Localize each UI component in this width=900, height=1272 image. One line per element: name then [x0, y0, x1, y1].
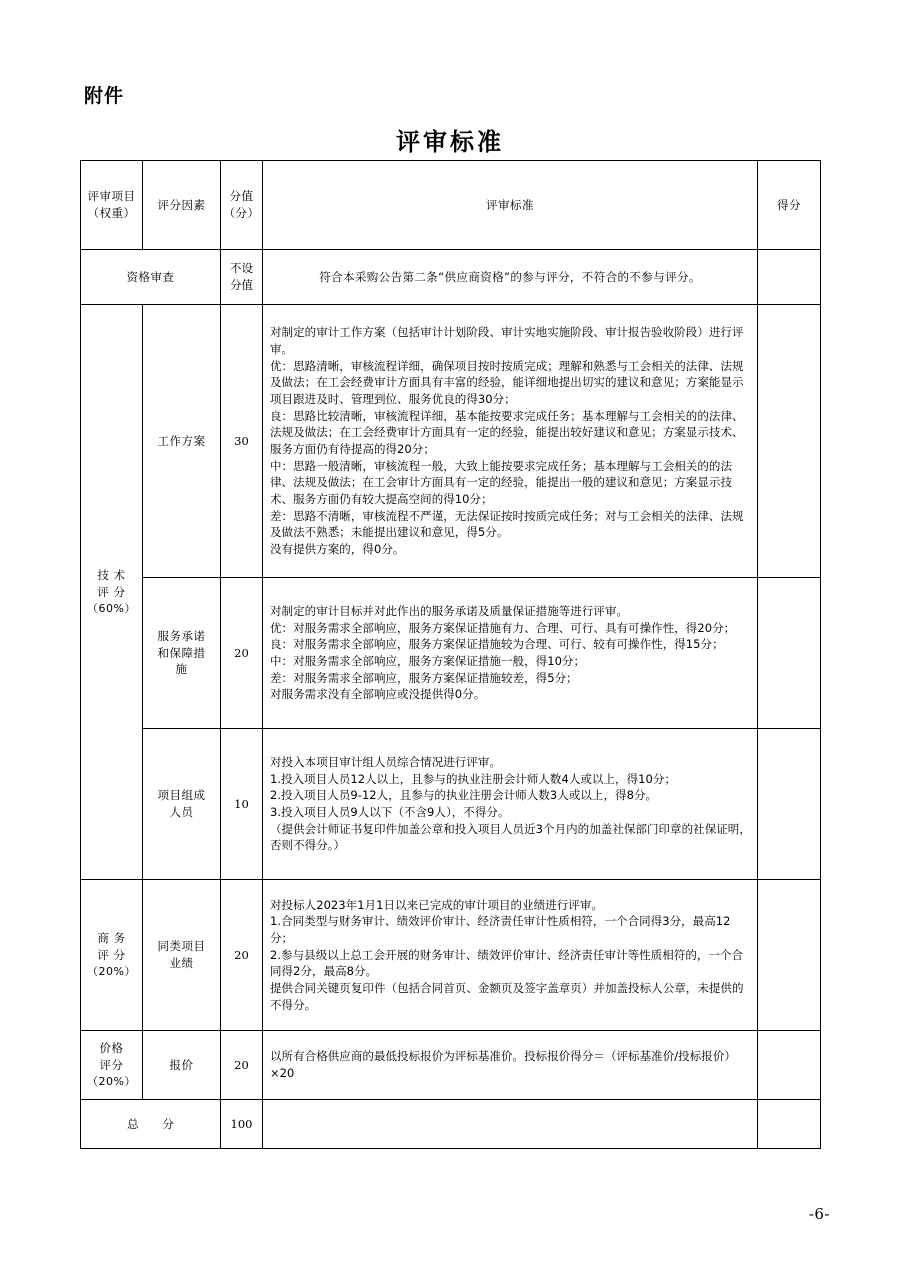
group-price-line2: 评分	[99, 1058, 124, 1073]
standard-work-plan	[263, 305, 758, 578]
group-price-line1: 价格	[99, 1041, 124, 1056]
factor-service-line2: 和保障措	[157, 645, 206, 660]
standard-paragraph: 优：思路清晰，审核流程详细，确保项目按时按质完成；理解和熟悉与工会相关的法律、法规及做法；在工会经费审计方面具有丰富的经验，能详细地提出切实的建议和意见；方案能显示项目跟进及时、管理到位、服务优良的得30分；	[270, 358, 744, 406]
standard-paragraph: 对投标人2023年1月1日以来已完成的审计项目的业绩进行评审。	[270, 897, 603, 912]
got-similar-performance	[758, 880, 821, 1031]
group-business-line2: 评 分	[97, 948, 126, 963]
header-item	[81, 161, 143, 250]
score-project-team: 10	[221, 729, 263, 880]
attachment-label: 附件	[84, 85, 125, 107]
factor-service-line3: 施	[175, 662, 188, 677]
standard-paragraph: 对制定的审计工作方案（包括审计计划阶段、审计实地实施阶段、审计报告验收阶段）进行评审。	[270, 325, 744, 356]
header-score-line1: 分值	[229, 189, 254, 204]
standard-paragraph: 2.投入项目人员9-12人，且参与的执业注册会计师人数3人或以上，得8分。	[270, 788, 658, 803]
standard-paragraph: 没有提供方案的，得0分。	[270, 542, 405, 557]
header-got-score: 得分	[758, 161, 821, 250]
qualification-name: 资格审查	[81, 250, 221, 305]
page-number: -6-	[808, 1205, 830, 1223]
table-row	[81, 880, 821, 1031]
header-item-line1: 评审项目	[87, 189, 136, 204]
qualification-got	[758, 250, 821, 305]
factor-work-plan: 工作方案	[143, 305, 221, 578]
factor-performance-line2: 业绩	[169, 956, 194, 970]
header-standard: 评审标准	[263, 161, 758, 250]
table-header-row	[81, 161, 821, 250]
total-row	[81, 1100, 821, 1149]
table-row	[81, 729, 821, 880]
standard-paragraph: 对制定的审计目标并对此作出的服务承诺及质量保证措施等进行评审。	[270, 603, 629, 618]
factor-team-line1: 项目组成	[157, 788, 206, 803]
standard-paragraph: 1.投入项目人员12人以上，且参与的执业注册会计师人数4人或以上，得10分；	[270, 771, 676, 786]
group-technical-line2: 评 分	[97, 585, 126, 600]
factor-similar-performance	[143, 880, 221, 1031]
standard-project-team	[263, 729, 758, 880]
header-factor: 评分因素	[143, 161, 221, 250]
group-technical-line1: 技 术	[97, 568, 126, 583]
table-row	[81, 578, 821, 729]
factor-quotation: 报价	[143, 1031, 221, 1100]
table-row	[81, 1031, 821, 1100]
standard-paragraph: 中：对服务需求全部响应，服务方案保证措施一般，得10分；	[270, 654, 586, 668]
standard-paragraph: 优：对服务需求全部响应，服务方案保证措施有力、合理、可行、具有可操作性，得20分；	[270, 620, 736, 635]
standard-paragraph: 以所有合格供应商的最低投标报价为评标基准价。投标报价得分＝（评标基准价/投标报价）×20	[270, 1049, 736, 1080]
got-project-team	[758, 729, 821, 880]
factor-service-line1: 服务承诺	[157, 628, 206, 643]
standard-similar-performance	[263, 880, 758, 1031]
qualification-score	[221, 250, 263, 305]
standard-paragraph: 提供合同关键页复印件（包括合同首页、金额页及签字盖章页）并加盖投标人公章，未提供的不得分。	[270, 981, 744, 1012]
header-item-line2: （权重）	[87, 206, 136, 220]
standard-paragraph: 良：思路比较清晰，审核流程详细，基本能按要求完成任务；基本理解与工会相关的的法律、法规及做法；在工会经费审计方面具有一定的经验，能提出较好建议和意见；方案显示技术、服务方面仍有待提高的得20分；	[270, 408, 744, 456]
standard-paragraph: 对服务需求没有全部响应或没提供得0分。	[270, 687, 486, 702]
standard-paragraph: （提供会计师证书复印件加盖公章和投入项目人员近3个月内的加盖社保部门印章的社保证明，否则不得分。）	[270, 821, 751, 853]
total-got	[758, 1100, 821, 1149]
total-score: 100	[221, 1100, 263, 1149]
group-name-business	[81, 880, 143, 1031]
score-work-plan: 30	[221, 305, 263, 578]
group-business-line1: 商 务	[97, 931, 126, 946]
qualification-score-line1: 不设	[230, 261, 253, 276]
got-service-commitment	[758, 578, 821, 729]
standard-paragraph: 差：对服务需求全部响应，服务方案保证措施较差，得5分；	[270, 670, 578, 685]
table-row	[81, 305, 821, 578]
standard-paragraph: 3.投入项目人员9人以下（不含9人），不得分。	[270, 805, 510, 819]
group-business-weight: （20%）	[87, 964, 136, 978]
standard-paragraph: 良：对服务需求全部响应，服务方案保证措施较为合理、可行、较有可操作性，得15分；	[270, 637, 724, 652]
header-score	[221, 161, 263, 250]
group-price-weight: （20%）	[87, 1074, 136, 1088]
page-title: 评审标准	[396, 127, 504, 156]
evaluation-criteria-table	[80, 160, 821, 1149]
standard-paragraph: 差：思路不清晰，审核流程不严谨，无法保证按时按质完成任务；对与工会相关的法律、法规及做法不熟悉；未能提出建议和意见，得5分。	[270, 508, 744, 540]
standard-service-commitment	[263, 578, 758, 729]
score-service-commitment: 20	[221, 578, 263, 729]
qualification-row	[81, 250, 821, 305]
standard-paragraph: 1.合同类型与财务审计、绩效评价审计、经济责任审计性质相符，一个合同得3分，最高12分；	[270, 914, 731, 945]
factor-team-line2: 人员	[169, 805, 194, 819]
total-standard	[263, 1100, 758, 1149]
standard-paragraph: 对投入本项目审计组人员综合情况进行评审。	[270, 754, 501, 769]
qualification-score-line2: 分值	[230, 278, 253, 292]
group-name-technical	[81, 305, 143, 880]
factor-performance-line1: 同类项目	[157, 939, 206, 954]
standard-paragraph: 2.参与县级以上总工会开展的财务审计、绩效评价审计、经济责任审计等性质相符的，一个合同得2分，最高8分。	[270, 947, 744, 979]
qualification-standard: 符合本采购公告第二条“供应商资格”的参与评分，不符合的不参与评分。	[263, 250, 758, 305]
evaluation-criteria-table-wrapper	[80, 160, 820, 1149]
factor-service-commitment	[143, 578, 221, 729]
header-score-line2: （分）	[223, 206, 260, 220]
standard-paragraph: 中：思路一般清晰，审核流程一般，大致上能按要求完成任务；基本理解与工会相关的的法律、法规及做法；在工会审计方面具有一定的经验，能提出一般的建议和意见；方案显示技术、服务方面仍有较大提高空间的得10分；	[270, 458, 732, 507]
factor-project-team	[143, 729, 221, 880]
score-quotation: 20	[221, 1031, 263, 1100]
got-quotation	[758, 1031, 821, 1100]
group-technical-weight: （60%）	[87, 601, 136, 615]
total-label: 总 分	[81, 1100, 221, 1149]
got-work-plan	[758, 305, 821, 578]
score-similar-performance: 20	[221, 880, 263, 1031]
standard-quotation	[263, 1031, 758, 1100]
group-name-price	[81, 1031, 143, 1100]
